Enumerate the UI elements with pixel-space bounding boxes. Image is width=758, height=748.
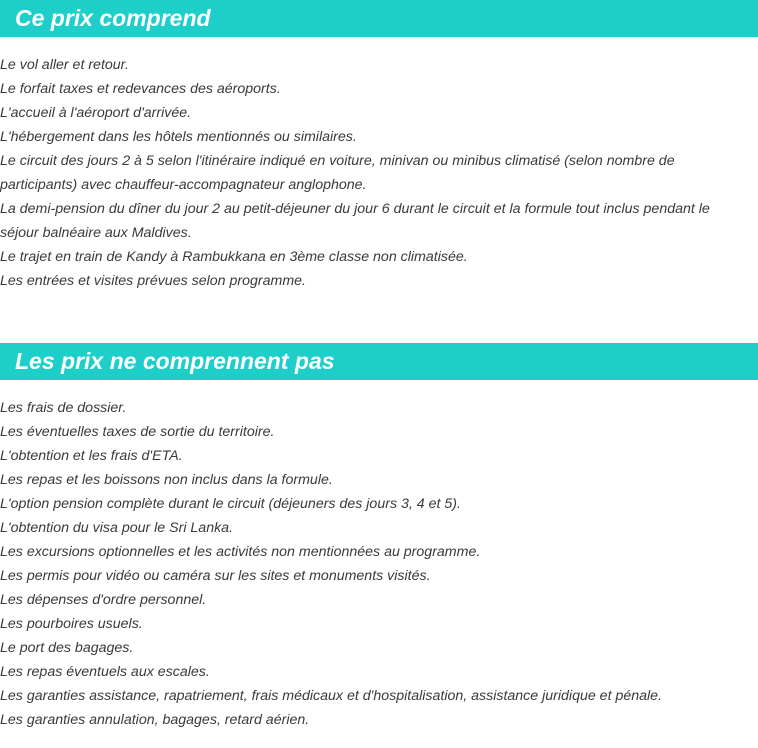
excluded-item: Les garanties assistance, rapatriement, frais médicaux et d'hospitalisation, assistance juridique et pénale.	[0, 688, 663, 704]
excluded-item: Les excursions optionnelles et les activités non mentionnées au programme.	[0, 544, 481, 560]
excluded-item: Les repas éventuels aux escales.	[0, 664, 210, 680]
excluded-section-title: Les prix ne comprennent pas	[0, 343, 758, 380]
included-item: Le circuit des jours 2 à 5 selon l'itinéraire indiqué en voiture, minivan ou minibus climatisé (selon nombre de participants) avec chauffeur-accompagnateur anglophone.	[0, 153, 675, 193]
excluded-item: Les repas et les boissons non inclus dans la formule.	[0, 472, 333, 488]
excluded-item: Les dépenses d'ordre personnel.	[0, 592, 207, 608]
excluded-item: Les pourboires usuels.	[0, 616, 143, 632]
excluded-item: Les permis pour vidéo ou caméra sur les sites et monuments visités.	[0, 568, 431, 584]
excluded-items-list	[0, 380, 758, 732]
excluded-item: Les éventuelles taxes de sortie du territoire.	[0, 424, 275, 440]
excluded-item: Les garanties annulation, bagages, retard aérien.	[0, 712, 310, 728]
excluded-item: L'option pension complète durant le circuit (déjeuners des jours 3, 4 et 5).	[0, 496, 461, 512]
included-item: L'accueil à l'aéroport d'arrivée.	[0, 105, 192, 121]
excluded-item: L'obtention et les frais d'ETA.	[0, 448, 183, 464]
included-item: Les entrées et visites prévues selon programme.	[0, 273, 306, 289]
included-section-title: Ce prix comprend	[0, 0, 758, 37]
included-items-list	[0, 37, 758, 293]
excluded-item: Les frais de dossier.	[0, 400, 127, 416]
included-item: Le trajet en train de Kandy à Rambukkana en 3ème classe non climatisée.	[0, 249, 468, 265]
included-item: L'hébergement dans les hôtels mentionnés ou similaires.	[0, 129, 357, 145]
included-item: Le forfait taxes et redevances des aéroports.	[0, 81, 281, 97]
included-item: La demi-pension du dîner du jour 2 au petit-déjeuner du jour 6 durant le circuit et la formule tout inclus pendant le séjour balnéaire aux Maldives.	[0, 201, 710, 241]
excluded-section	[0, 343, 758, 732]
excluded-item: Le port des bagages.	[0, 640, 134, 656]
excluded-item: L'obtention du visa pour le Sri Lanka.	[0, 520, 234, 536]
included-item: Le vol aller et retour.	[0, 57, 129, 73]
included-section	[0, 0, 758, 293]
